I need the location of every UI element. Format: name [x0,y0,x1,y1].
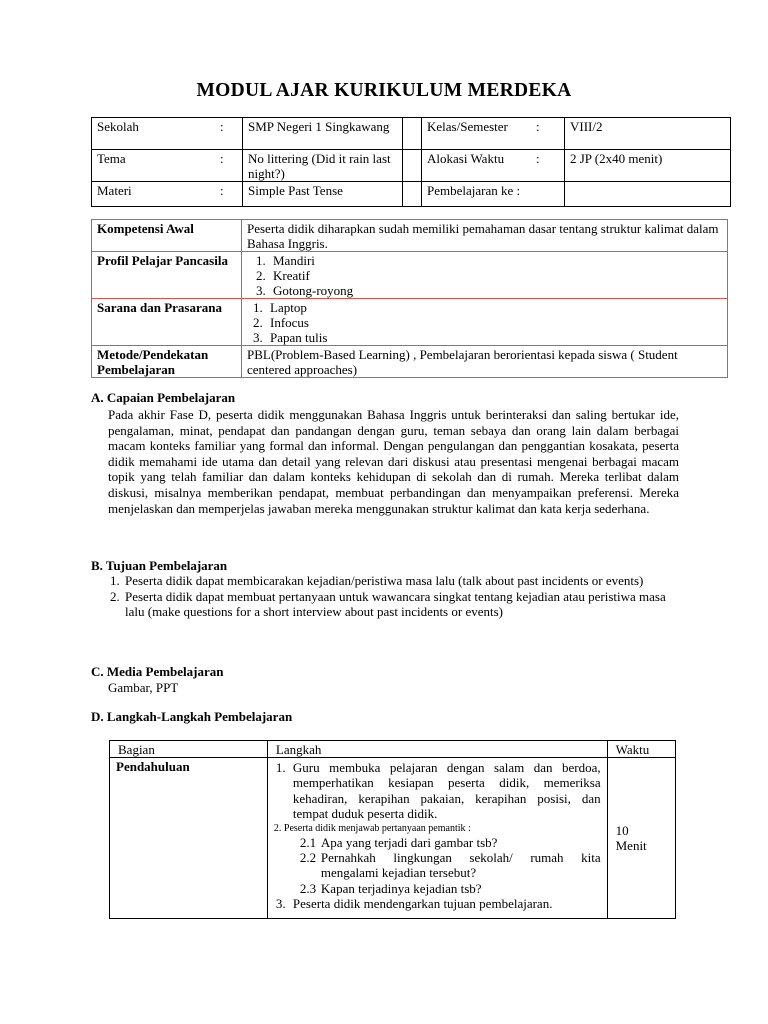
comp-row [92,346,728,378]
info-label: Kelas/Semester [422,118,532,150]
header-bagian: Bagian [110,741,268,758]
table-header-row [110,741,676,758]
list-item: 2. Kreatif [269,268,723,283]
info-label: Alokasi Waktu [422,150,532,182]
waktu-cell [607,758,675,919]
info-colon: : [215,118,243,150]
info-spacer [403,150,422,182]
info-colon: : [531,118,565,150]
section-c-text: Gambar, PPT [108,680,179,695]
info-row [92,118,731,150]
comp-row [92,299,728,346]
sub-step: 2.3 Kapan terjadinya kejadian tsb? [299,880,482,896]
info-value: 2 JP (2x40 menit) [565,150,731,182]
list-item: 1. Laptop [266,300,723,315]
list-item: 2. Infocus [266,315,723,330]
waktu-number: 10 [615,823,629,839]
info-value [565,182,731,207]
info-label: Sekolah [92,118,216,150]
comp-label: Sarana dan Prasarana [92,299,242,346]
section-d-heading: D. Langkah-Langkah Pembelajaran [91,709,293,724]
info-label: Tema [92,150,216,182]
comp-label: Metode/Pendekatan Pembelajaran [92,346,242,378]
info-value: VIII/2 [565,118,731,150]
section-c-heading: C. Media Pembelajaran [91,664,224,679]
step-item: 3. Peserta didik mendengarkan tujuan pembelajaran. [275,896,553,912]
identity-table [91,117,731,207]
document-title: MODUL AJAR KURIKULUM MERDEKA [196,80,572,101]
info-colon: : [215,150,243,182]
sub-step: 2.2 Pernahkah lingkungan sekolah/ rumah kita mengalami kejadian tersebut? [299,850,601,881]
header-waktu: Waktu [607,741,675,758]
list-item: 1. Peserta didik dapat membicarakan kejadian/peristiwa masa lalu (talk about past incidents or events) [110,573,644,588]
langkah-cell [267,758,607,919]
section-a-heading: A. Capaian Pembelajaran [91,390,236,405]
info-value: SMP Negeri 1 Singkawang [243,118,403,150]
comp-row [92,252,728,299]
info-value: Simple Past Tense [243,182,403,207]
info-colon: : [215,182,243,207]
list-item: 1. Mandiri [269,253,723,268]
profil-list [247,253,723,298]
comp-value [242,252,728,299]
comp-value [242,299,728,346]
comp-row [92,220,728,252]
table-row [110,758,676,919]
waktu-unit: Menit [615,838,647,854]
info-spacer [403,182,422,207]
info-label: Materi [92,182,216,207]
section-b-heading: B. Tujuan Pembelajaran [91,558,228,573]
step-item: 2. Peserta didik menjawab pertanyaan pemantik : [273,822,471,834]
steps-table [109,740,676,919]
comp-value: Peserta didik diharapkan sudah memiliki pemahaman dasar tentang struktur kalimat dalam Bahasa Inggris. [242,220,728,252]
info-row [92,150,731,182]
info-colon: : [531,150,565,182]
header-langkah: Langkah [267,741,607,758]
step-item: 1. Guru membuka pelajaran dengan salam dan berdoa, memperhatikan kesiapan peserta didik, memeriksa kehadiran, kerapihan pakaian, kerapihan posisi, dan tempat duduk peserta didik. [275,760,601,822]
comp-label: Kompetensi Awal [92,220,242,252]
section-a-text: Pada akhir Fase D, peserta didik menggunakan Bahasa Inggris untuk berinteraksi dan saling bertukar ide, pengalaman, minat, pendapat dan pandangan dengan guru, teman sebaya dan orang lain dalam berbagai macam konteks familiar yang formal dan informal. Dengan pengulangan dan penggantian kosakata, peserta didik memahami ide utama dan detail yang relevan dari diskusi atau presentasi mengenai berbagai macam topik yang telah familiar dan dalam konteks kehidupan di sekolah dan di rumah. Mereka terlibat dalam diskusi, misalnya memberikan pendapat, membuat perbandingan dan menyampaikan preferensi. Mereka menjelaskan dan memperjelas jawaban mereka menggunakan struktur kalimat dan kata kerja sederhana. [108,407,679,516]
objectives-list [108,573,679,620]
info-label: Pembelajaran ke : [422,182,532,207]
list-item: 3. Papan tulis [266,330,723,345]
sub-step: 2.1 Apa yang terjadi dari gambar tsb? [299,834,498,850]
competency-table [91,219,728,378]
sarana-list [242,300,723,345]
info-spacer [403,118,422,150]
list-item: 3. Gotong-royong [269,283,723,298]
info-value: No littering (Did it rain last night?) [243,150,403,182]
info-colon [531,182,565,207]
list-item: 2. Peserta didik dapat membuat pertanyaan untuk wawancara singkat tentang kejadian atau peristiwa masa lalu (make questions for a short interview about past incidents or events) [110,588,666,620]
comp-value: PBL(Problem-Based Learning) , Pembelajaran berorientasi kepada siswa ( Student centered approaches) [242,346,728,378]
comp-label: Profil Pelajar Pancasila [92,252,242,299]
info-row [92,182,731,207]
bagian-cell: Pendahuluan [110,758,268,919]
